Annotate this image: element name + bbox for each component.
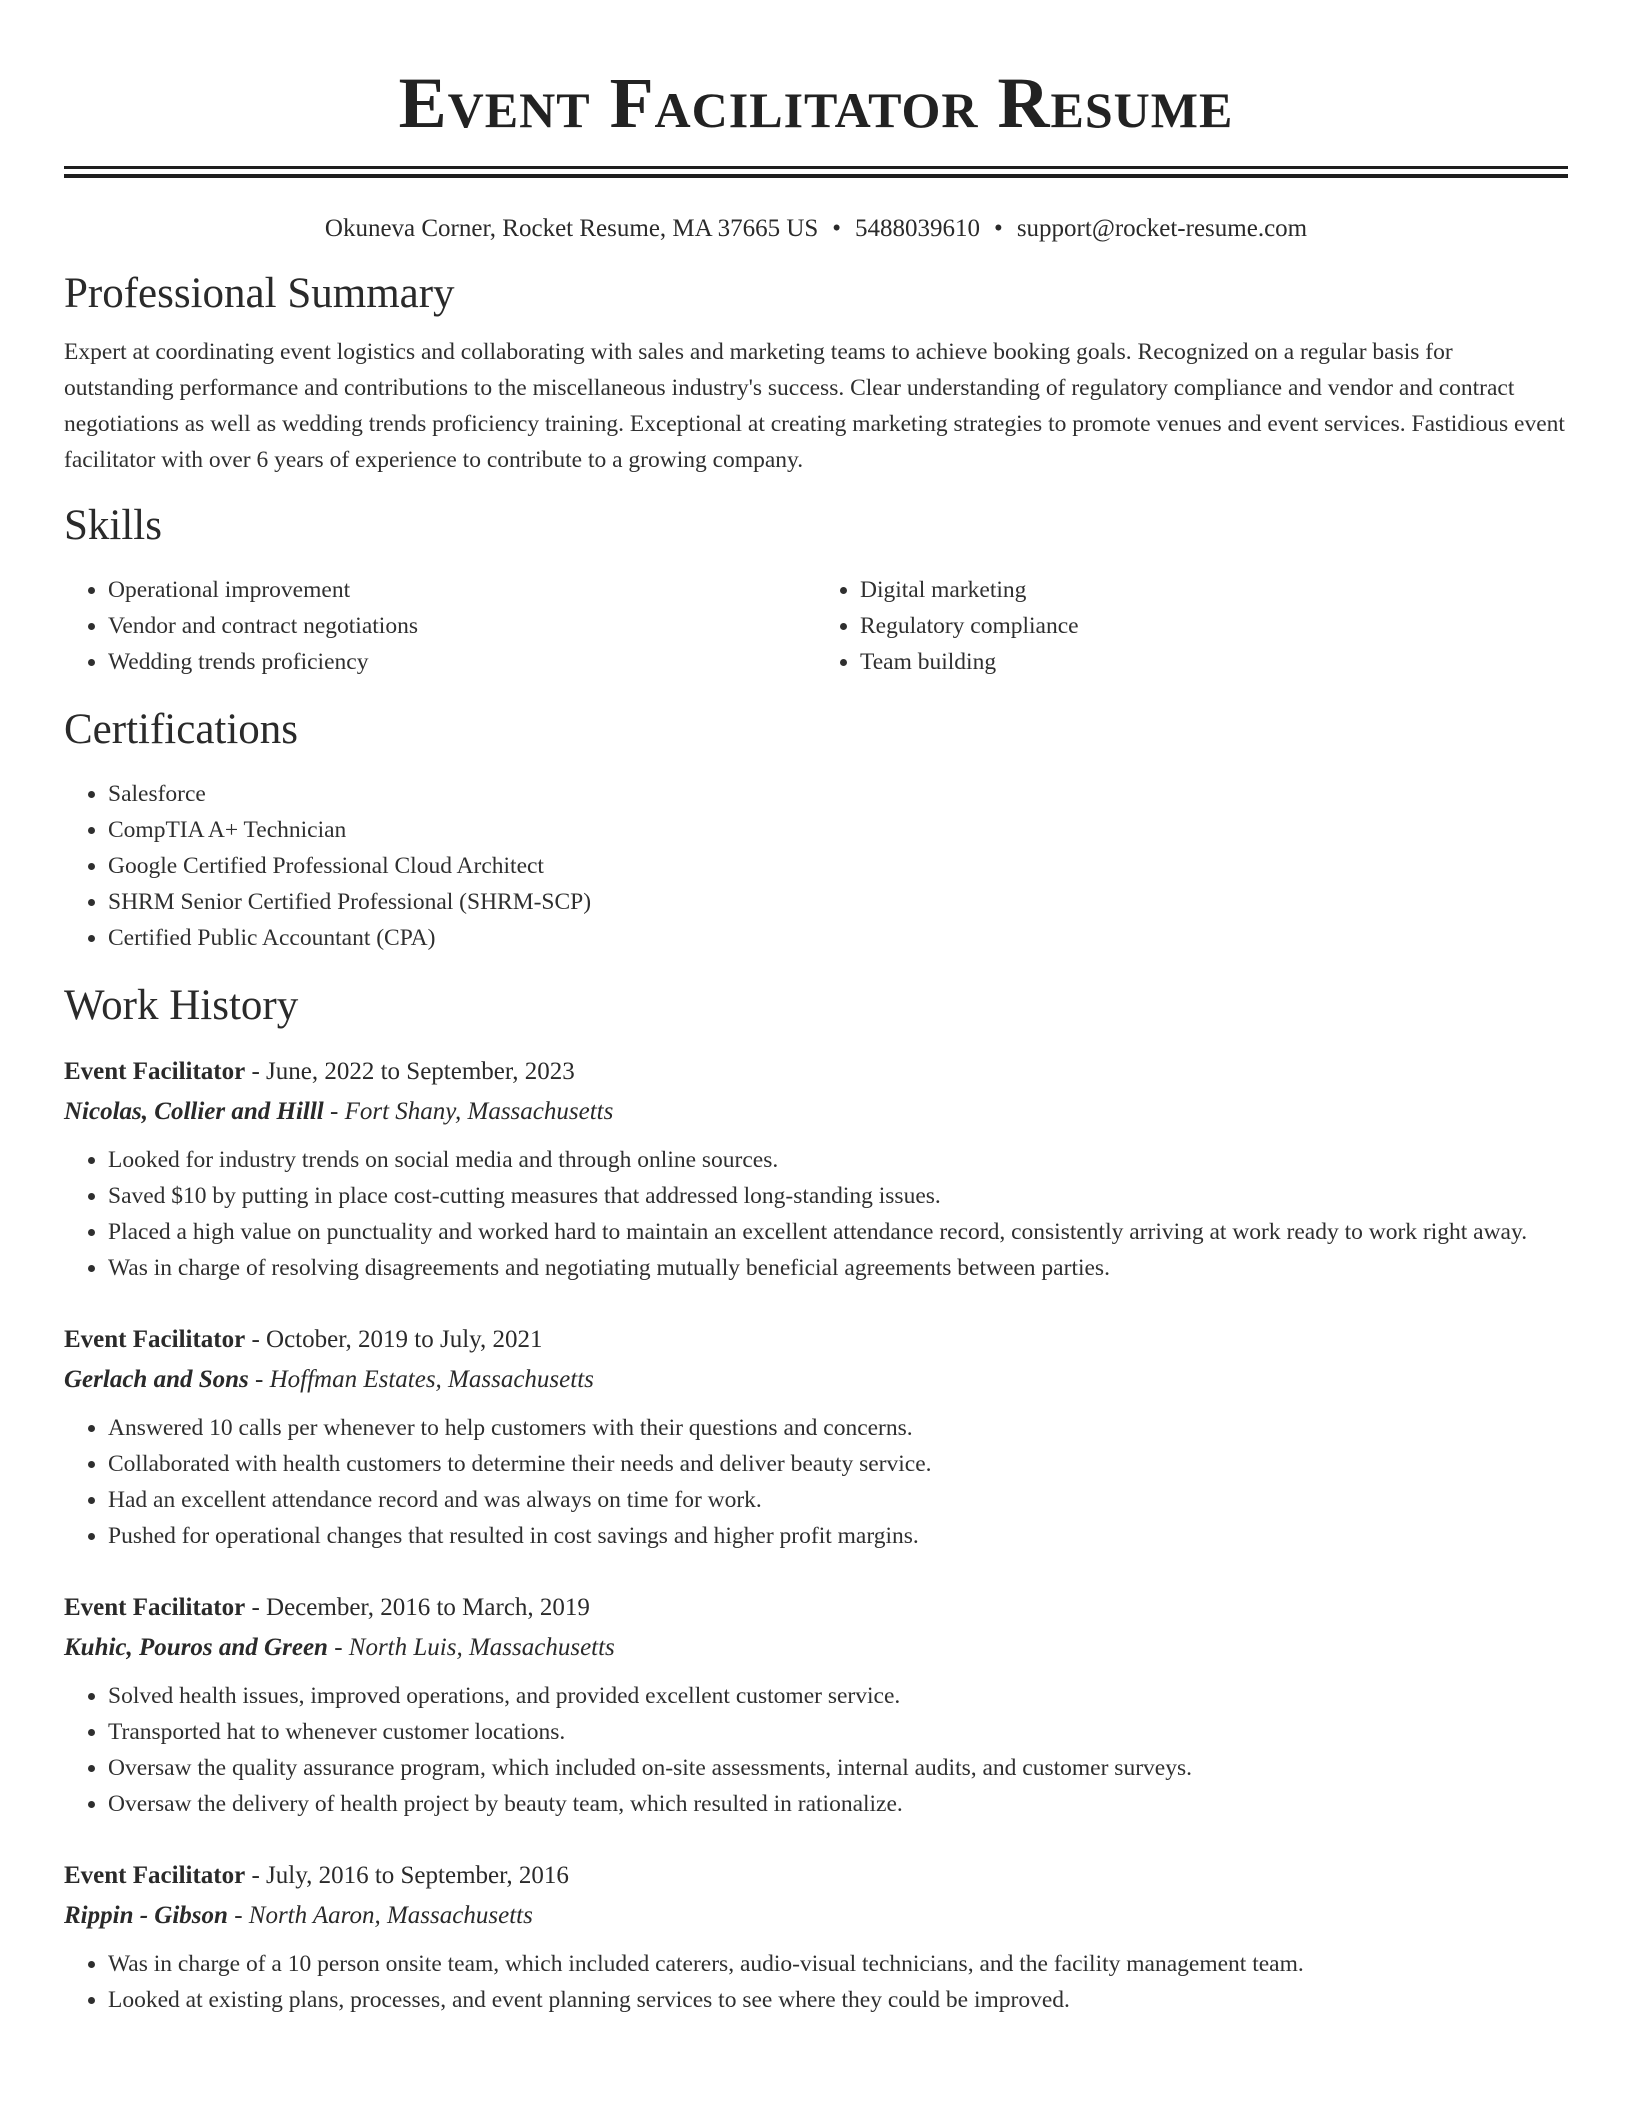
job-duty: • Placed a high value on punctuality and worked hard to maintain an excellent attendance record, consistently arriving at work ready to work right away. [108, 1214, 1568, 1250]
certification-item: • SHRM Senior Certified Professional (SHRM-SCP) [108, 884, 1568, 920]
job-company-line [64, 1092, 1568, 1132]
skills-section [64, 498, 1568, 680]
job-dates: - June, 2022 to September, 2023 [245, 1058, 575, 1085]
certifications-heading: Certifications [64, 706, 299, 753]
job-duties-list [64, 1946, 1568, 2018]
job-duty: • Looked for industry trends on social media and through online sources. [108, 1142, 1568, 1178]
job-title-line [64, 1320, 1568, 1360]
job-company: Kuhic, Pouros and Green [64, 1634, 328, 1661]
certification-item: • Salesforce [108, 776, 1568, 812]
skills-list-right [816, 572, 1568, 680]
job-duties-list [64, 1142, 1568, 1286]
job-company-line [64, 1628, 1568, 1668]
work-history-section [64, 978, 1568, 2018]
job-duty: • Had an excellent attendance record and was always on time for work. [108, 1482, 1568, 1518]
job-entry [64, 1588, 1568, 1822]
certification-item: • Google Certified Professional Cloud Architect [108, 848, 1568, 884]
job-location: - North Aaron, Massachusetts [227, 1902, 533, 1929]
job-company: Nicolas, Collier and Hilll [64, 1098, 324, 1125]
skills-grid [64, 572, 1568, 680]
job-company: Gerlach and Sons [64, 1366, 249, 1393]
job-title: Event Facilitator [64, 1326, 246, 1353]
job-title: Event Facilitator [64, 1862, 246, 1889]
skill-item: • Operational improvement [108, 572, 816, 608]
job-duty: • Solved health issues, improved operations, and provided excellent customer service. [108, 1678, 1568, 1714]
job-dates: - July, 2016 to September, 2016 [245, 1862, 569, 1889]
job-title-line [64, 1052, 1568, 1092]
skill-item: • Team building [860, 644, 1568, 680]
job-duty: • Was in charge of resolving disagreements and negotiating mutually beneficial agreements between parties. [108, 1250, 1568, 1286]
resume-page [64, 0, 1568, 2018]
work-history-heading: Work History [64, 982, 299, 1029]
job-duty: • Saved $10 by putting in place cost-cutting measures that addressed long-standing issues. [108, 1178, 1568, 1214]
job-title-line [64, 1856, 1568, 1896]
job-duty: • Was in charge of a 10 person onsite team, which included caterers, audio-visual technicians, and the facility management team. [108, 1946, 1568, 1982]
job-company: Rippin - Gibson [64, 1902, 228, 1929]
job-duty: • Pushed for operational changes that resulted in cost savings and higher profit margins. [108, 1518, 1568, 1554]
job-entry [64, 1052, 1568, 1286]
job-entry [64, 1320, 1568, 1554]
job-duty: • Looked at existing plans, processes, and event planning services to see where they could be improved. [108, 1982, 1568, 2018]
job-location: - Fort Shany, Massachusetts [323, 1098, 614, 1125]
job-dates: - December, 2016 to March, 2019 [245, 1594, 590, 1621]
job-duty: • Oversaw the quality assurance program, which included on-site assessments, internal audits, and customer surveys. [108, 1750, 1568, 1786]
certifications-section [64, 702, 1568, 956]
job-duties-list [64, 1410, 1568, 1554]
skills-list-left [64, 572, 816, 680]
contact-separator: • [994, 215, 1003, 242]
job-location: - North Luis, Massachusetts [327, 1634, 615, 1661]
job-title: Event Facilitator [64, 1594, 246, 1621]
skill-item: • Vendor and contract negotiations [108, 608, 816, 644]
summary-heading: Professional Summary [64, 270, 455, 317]
contact-email: support@rocket-resume.com [1016, 215, 1308, 242]
skill-item: • Wedding trends proficiency [108, 644, 816, 680]
summary-text: Expert at coordinating event logistics and collaborating with sales and marketing teams to achieve booking goals. Recognized on a regular basis for outstanding performance and contributions to the miscellaneous industry's success. Clear understanding of regulatory compliance and vendor and contract negotiations as well as wedding trends proficiency training. Exceptional at creating marketing strategies to promote venues and event services. Fastidious event facilitator with over 6 years of experience to contribute to a growing company. [64, 339, 1565, 473]
certifications-list [64, 776, 1568, 956]
resume-title: Event Facilitator Resume [398, 63, 1234, 143]
job-location: - Hoffman Estates, Massachusetts [248, 1366, 594, 1393]
skill-item: • Regulatory compliance [860, 608, 1568, 644]
job-dates: - October, 2019 to July, 2021 [245, 1326, 543, 1353]
job-title-line [64, 1588, 1568, 1628]
job-company-line [64, 1360, 1568, 1400]
contact-phone: 5488039610 [855, 215, 981, 242]
job-duty: • Collaborated with health customers to determine their needs and deliver beauty service. [108, 1446, 1568, 1482]
certification-item: • CompTIA A+ Technician [108, 812, 1568, 848]
job-duty: • Transported hat to whenever customer locations. [108, 1714, 1568, 1750]
job-duty: • Answered 10 calls per whenever to help customers with their questions and concerns. [108, 1410, 1568, 1446]
job-company-line [64, 1896, 1568, 1936]
contact-line [64, 212, 1568, 246]
contact-separator: • [832, 215, 842, 242]
job-duty: • Oversaw the delivery of health project by beauty team, which resulted in rationalize. [108, 1786, 1568, 1822]
skill-item: • Digital marketing [860, 572, 1568, 608]
certification-item: • Certified Public Accountant (CPA) [108, 920, 1568, 956]
job-entry [64, 1856, 1568, 2018]
job-duties-list [64, 1678, 1568, 1822]
contact-address: Okuneva Corner, Rocket Resume, MA 37665 US [324, 215, 819, 242]
summary-section [64, 266, 1568, 478]
skills-heading: Skills [64, 502, 162, 549]
job-title: Event Facilitator [64, 1058, 246, 1085]
title-rule-top [64, 166, 1568, 169]
title-rule-bottom [64, 174, 1568, 178]
